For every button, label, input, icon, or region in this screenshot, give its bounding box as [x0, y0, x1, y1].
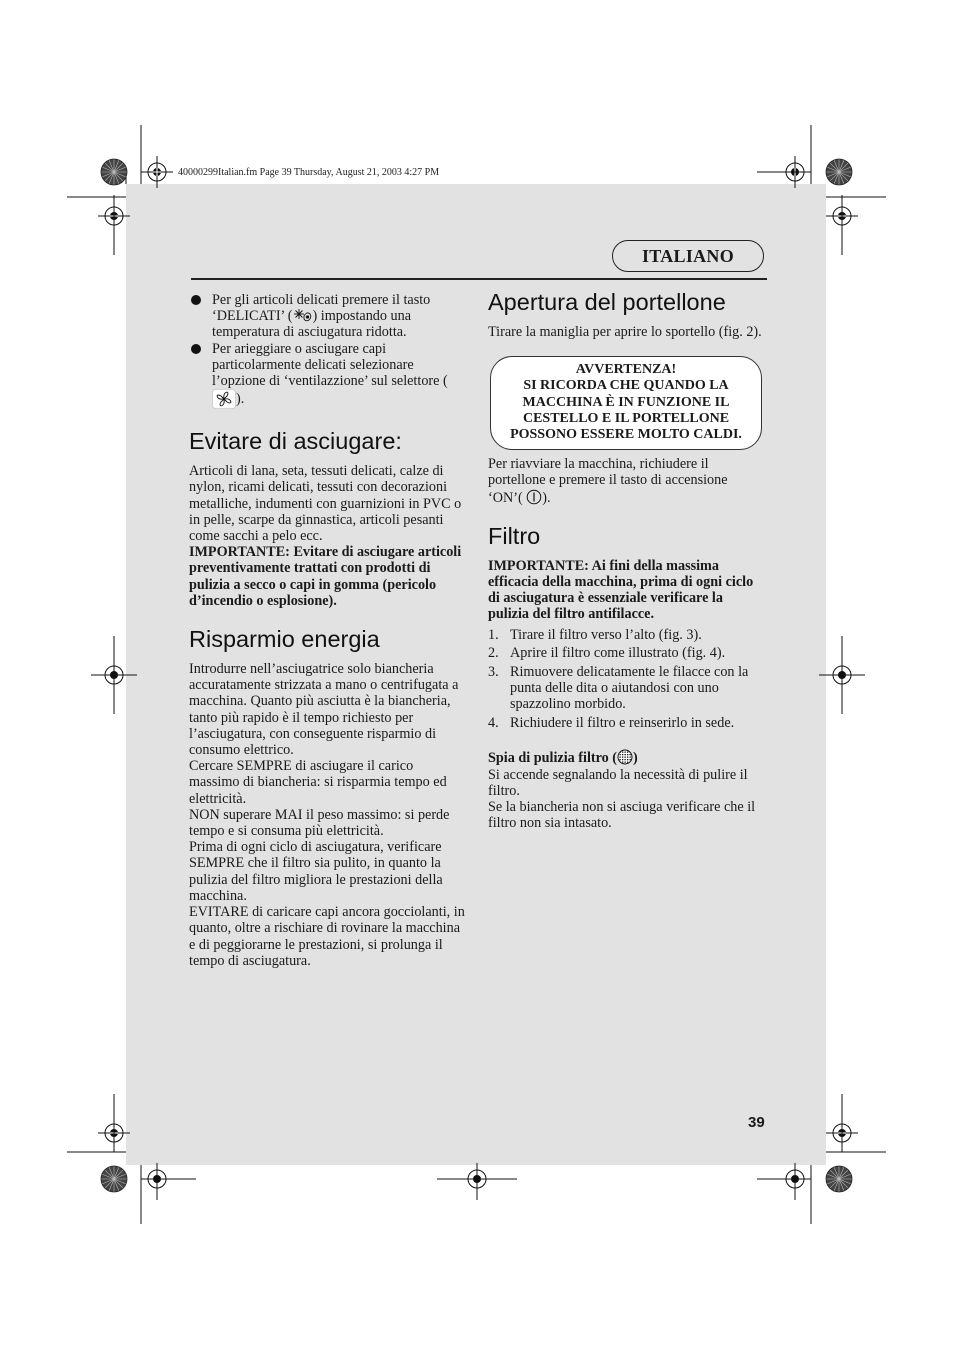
list-item: 1. Tirare il filtro verso l’alto (fig. 3).	[488, 626, 702, 643]
warning-title: AVVERTENZA!	[575, 362, 677, 378]
warning-text: SI RICORDA CHE QUANDO LA MACCHINA È IN FUNZIONE IL CESTELLO E IL PORTELLONE POSSONO ESSERE MOLTO CALDI.	[510, 378, 742, 443]
header-rule	[191, 278, 767, 280]
list-item: Per arieggiare o asciugare capi particolarmente delicati selezionare l’opzione di ‘ventilazzione’ sul selettore ().	[189, 341, 465, 410]
delicate-icon	[293, 308, 313, 323]
filter-indicator-icon	[617, 749, 633, 765]
body-text: Se la biancheria non si asciuga verificare che il filtro non sia intasato.	[488, 798, 756, 832]
body-text: Per riavviare la macchina, richiudere il portellone e premere il tasto di accensione ‘ON’( ).	[488, 456, 728, 506]
body-text: Si accende segnalando la necessità di pulire il filtro.	[488, 766, 748, 799]
section-heading: Risparmio energia	[189, 626, 380, 653]
file-slug: 40000299Italian.fm Page 39 Thursday, August 21, 2003 4:27 PM	[178, 167, 440, 178]
body-text: Articoli di lana, seta, tessuti delicati, calze di nylon, ricami delicati, tessuti con decorazioni metalliche, indumenti con guarnizioni in PVC o in pelle, scarpe da ginnastica, articoli pesanti come sacchi a pelo ecc.	[189, 463, 462, 545]
important-note: IMPORTANTE: Evitare di asciugare articoli preventivamente trattati con prodotti di pulizia a secco o capi in gomma (pericolo d’incendio o esplosione).	[189, 544, 462, 609]
bullet-list	[189, 292, 465, 409]
body-text: Tirare la maniglia per aprire lo sportello (fig. 2).	[488, 324, 762, 340]
important-note: IMPORTANTE: Ai fini della massima efficacia della macchina, prima di ogni ciclo di asciugatura è essenziale verificare la pulizia del filtro antifilacce.	[488, 557, 754, 623]
page-number: 39	[748, 1114, 765, 1131]
language-badge	[612, 240, 764, 272]
power-icon	[526, 489, 542, 505]
indicator-title: Spia di pulizia filtro ( )	[488, 750, 638, 767]
body-text: NON superare MAI il peso massimo: si perde tempo e si consuma più elettricità.	[189, 806, 450, 840]
list-item: Per gli articoli delicati premere il tasto ‘DELICATI’ ( ) impostando una temperatura di asciugatura ridotta.	[189, 292, 465, 341]
steps-list	[488, 627, 764, 732]
body-text: EVITARE di caricare capi ancora gocciolanti, in quanto, oltre a rischiare di rovinare la macchina e di peggiorarne le prestazioni, si prolunga il tempo di asciugatura.	[189, 904, 465, 969]
list-item: 2. Aprire il filtro come illustrato (fig. 4).	[488, 645, 726, 662]
right-column	[488, 288, 764, 831]
fan-icon	[212, 389, 236, 409]
body-text: Introdurre nell’asciugatrice solo biancheria accuratamente strizzata a mano o centrifugata a macchina. Quanto più asciutta è la biancheria, tanto più rapido è il tempo richiesto per l’asciugatura, con conseguente risparmio di consumo elettrico.	[189, 661, 459, 759]
body-text: Prima di ogni ciclo di asciugatura, verificare SEMPRE che il filtro sia pulito, in quanto la pulizia del filtro migliora le prestazioni della macchina.	[189, 839, 443, 904]
list-item: 3. Rimuovere delicatamente le filacce con la punta delle dita o aiutandosi con uno spazzolino morbido.	[488, 664, 749, 713]
section-heading: Apertura del portellone	[488, 289, 726, 315]
warning-box	[490, 356, 762, 450]
language-label: ITALIANO	[641, 245, 735, 266]
left-column	[189, 292, 465, 969]
section-heading: Filtro	[488, 522, 541, 549]
body-text: Cercare SEMPRE di asciugare il carico massimo di biancheria: si risparmia tempo ed elettricità.	[189, 758, 447, 807]
list-item: 4. Richiudere il filtro e reinserirlo in sede.	[488, 715, 735, 732]
section-heading: Evitare di asciugare:	[189, 428, 402, 455]
